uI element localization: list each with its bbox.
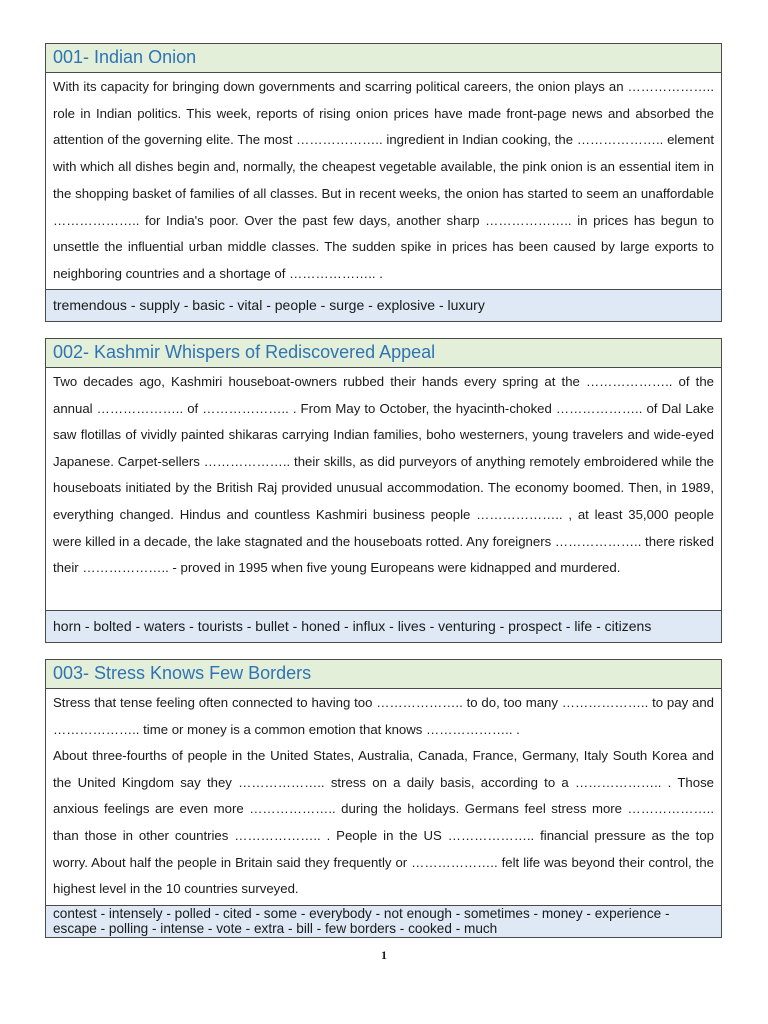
paragraph: About three-fourths of people in the United States, Australia, Canada, France, Germany, Italy South Korea and the United Kingdom say they ……………….. stress on a daily basis, according to a ……………….. . Those anxious feelings are even more ……………….. during the holidays. Germans feel stress more ……………….. than those in other countries ……………….. . People in the US ……………….. financial pressure as the top worry. About half the people in Britain said they frequently or ……………….. felt life was beyond their control, the highest level in the 10 countries surveyed. bbox=[53, 748, 714, 897]
exercise-text bbox=[46, 368, 721, 610]
paragraph: Two decades ago, Kashmiri houseboat-owners rubbed their hands every spring at the ……………….. of the annual ……………….. of ……………….. . From May to October, the hyacinth-choked ……………….. of Dal Lake saw flotillas of vividly painted shikaras carrying Indian families, boho westerners, young travelers and wide-eyed Japanese. Carpet-sellers ……………….. their skills, as did purveyors of anything remotely embroidered while the houseboats initiated by the British Raj provided unusual accommodation. The economy boomed. Then, in 1989, everything changed. Hindus and countless Kashmiri business people ……………….. , at least 35,000 people were killed in a decade, the lake stagnated and the houseboats rotted. Any foreigners ……………….. there risked their ……………….. - proved in 1995 when five young Europeans were kidnapped and murdered. bbox=[53, 374, 714, 576]
page-number: 1 bbox=[381, 948, 387, 962]
exercise-box-001 bbox=[45, 43, 722, 322]
exercise-title: 003- Stress Knows Few Borders bbox=[46, 660, 721, 689]
exercise-text bbox=[46, 73, 721, 289]
exercise-box-002 bbox=[45, 338, 722, 643]
exercise-text bbox=[46, 689, 721, 905]
paragraph: Stress that tense feeling often connected to having too ……………….. to do, too many ……………….. to pay and ……………….. time or money is a common emotion that knows ……………….. . bbox=[53, 695, 714, 737]
word-bank: tremendous - supply - basic - vital - people - surge - explosive - luxury bbox=[46, 289, 721, 321]
exercise-box-003 bbox=[45, 659, 722, 938]
exercise-title: 002- Kashmir Whispers of Rediscovered Appeal bbox=[46, 339, 721, 368]
exercise-title: 001- Indian Onion bbox=[46, 44, 721, 73]
word-bank: horn - bolted - waters - tourists - bullet - honed - influx - lives - venturing - prospect - life - citizens bbox=[46, 610, 721, 642]
paragraph: With its capacity for bringing down governments and scarring political careers, the onion plays an ……………….. role in Indian politics. This week, reports of rising onion prices have made front-page news and absorbed the attention of the governing elite. The most ……………….. ingredient in Indian cooking, the ……………….. element with which all dishes begin and, normally, the cheapest vegetable available, the pink onion is an essential item in the shopping basket of families of all classes. But in recent weeks, the onion has started to seem an unaffordable ……………….. for India's poor. Over the past few days, another sharp ……………….. in prices has begun to unsettle the influential urban middle classes. The sudden spike in prices has been caused by large exports to neighboring countries and a shortage of ……………….. . bbox=[53, 79, 714, 281]
word-bank: contest - intensely - polled - cited - some - everybody - not enough - sometimes - money - experience - escape - polling - intense - vote - extra - bill - few borders - cooked - much bbox=[46, 905, 721, 937]
